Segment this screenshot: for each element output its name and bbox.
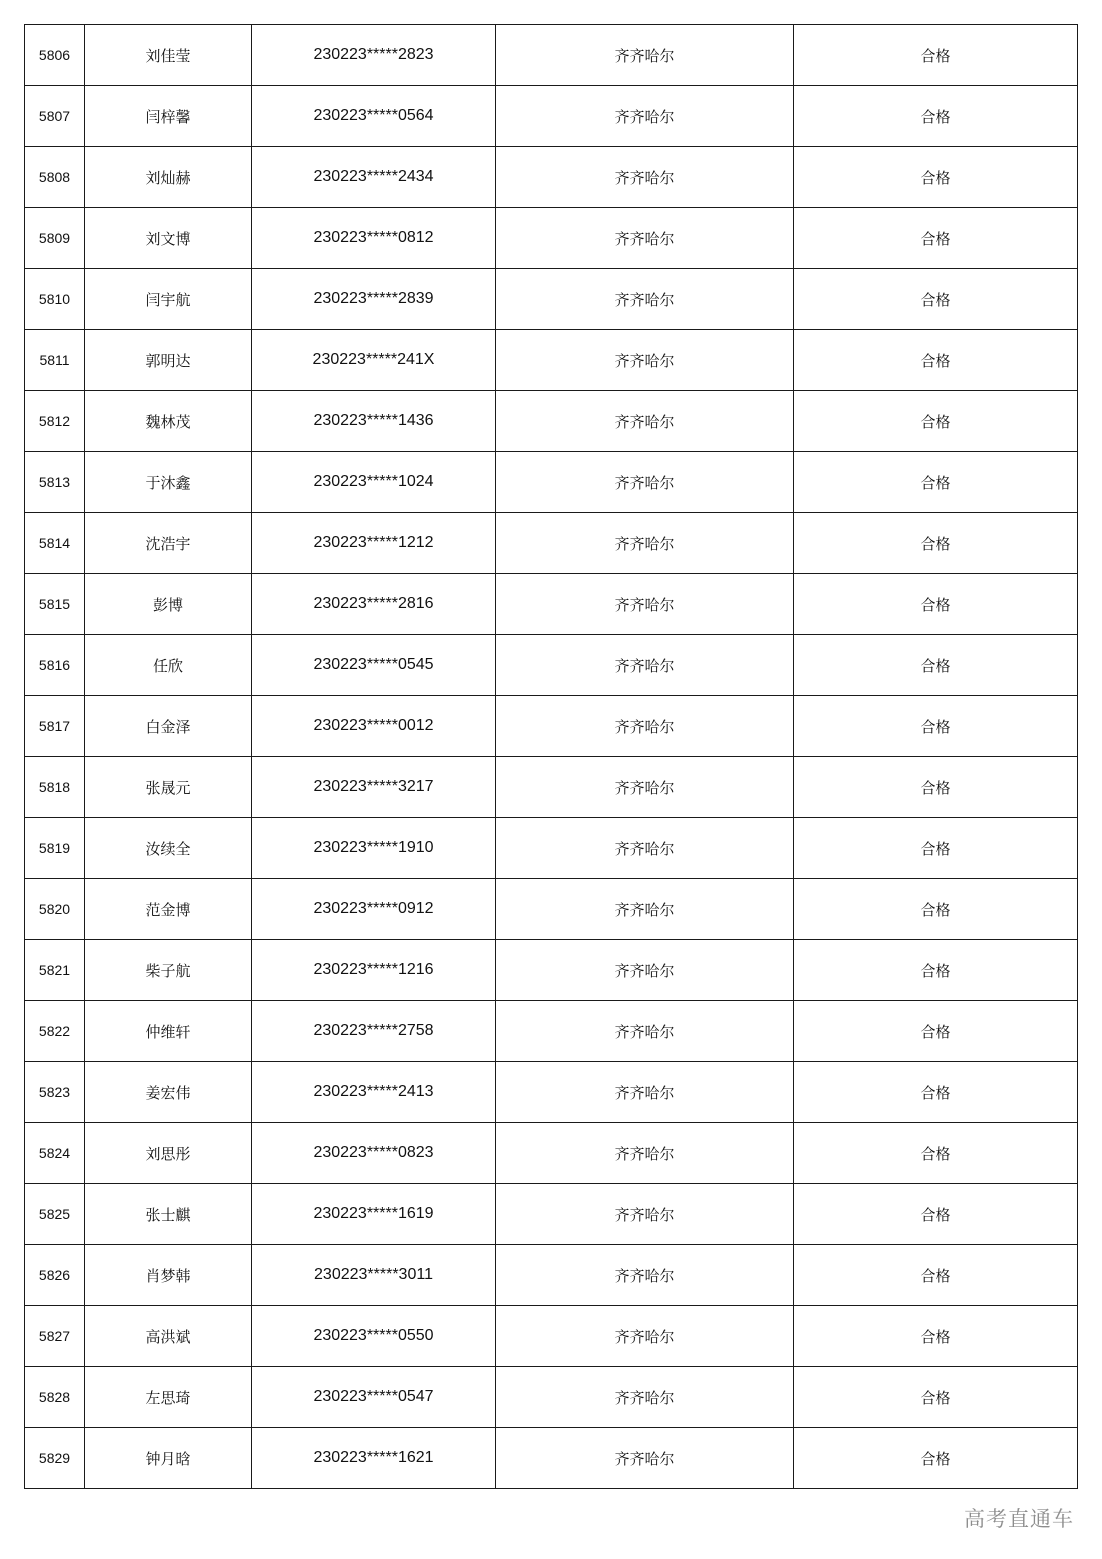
cell-city: 齐齐哈尔: [496, 147, 794, 208]
cell-name: 高洪斌: [85, 1306, 252, 1367]
cell-result: 合格: [794, 1367, 1078, 1428]
cell-name: 于沐鑫: [85, 452, 252, 513]
cell-city: 齐齐哈尔: [496, 391, 794, 452]
cell-id-number: 230223*****0812: [252, 208, 496, 269]
cell-city: 齐齐哈尔: [496, 269, 794, 330]
cell-name: 沈浩宇: [85, 513, 252, 574]
cell-name: 左思琦: [85, 1367, 252, 1428]
table-row: [25, 330, 1078, 391]
cell-serial-number: 5822: [25, 1001, 85, 1062]
table-row: [25, 635, 1078, 696]
cell-id-number: 230223*****241X: [252, 330, 496, 391]
cell-name: 肖梦韩: [85, 1245, 252, 1306]
cell-serial-number: 5810: [25, 269, 85, 330]
cell-name: 姜宏伟: [85, 1062, 252, 1123]
cell-serial-number: 5826: [25, 1245, 85, 1306]
table-row: [25, 391, 1078, 452]
cell-id-number: 230223*****0545: [252, 635, 496, 696]
cell-result: 合格: [794, 25, 1078, 86]
table-row: [25, 1245, 1078, 1306]
cell-result: 合格: [794, 1306, 1078, 1367]
cell-city: 齐齐哈尔: [496, 330, 794, 391]
table-row: [25, 1367, 1078, 1428]
cell-name: 郭明达: [85, 330, 252, 391]
cell-id-number: 230223*****0912: [252, 879, 496, 940]
cell-serial-number: 5823: [25, 1062, 85, 1123]
cell-result: 合格: [794, 696, 1078, 757]
cell-result: 合格: [794, 1062, 1078, 1123]
cell-name: 刘佳莹: [85, 25, 252, 86]
cell-result: 合格: [794, 1428, 1078, 1489]
cell-id-number: 230223*****2758: [252, 1001, 496, 1062]
cell-city: 齐齐哈尔: [496, 1062, 794, 1123]
cell-city: 齐齐哈尔: [496, 1184, 794, 1245]
table-row: [25, 940, 1078, 1001]
cell-result: 合格: [794, 1184, 1078, 1245]
cell-id-number: 230223*****3217: [252, 757, 496, 818]
cell-id-number: 230223*****0823: [252, 1123, 496, 1184]
cell-id-number: 230223*****0012: [252, 696, 496, 757]
cell-result: 合格: [794, 330, 1078, 391]
cell-result: 合格: [794, 1245, 1078, 1306]
cell-id-number: 230223*****0550: [252, 1306, 496, 1367]
cell-id-number: 230223*****1212: [252, 513, 496, 574]
cell-name: 汝续全: [85, 818, 252, 879]
cell-result: 合格: [794, 1123, 1078, 1184]
cell-id-number: 230223*****1024: [252, 452, 496, 513]
table-row: [25, 1001, 1078, 1062]
cell-id-number: 230223*****2823: [252, 25, 496, 86]
cell-city: 齐齐哈尔: [496, 513, 794, 574]
cell-serial-number: 5806: [25, 25, 85, 86]
cell-name: 钟月晗: [85, 1428, 252, 1489]
cell-name: 刘灿赫: [85, 147, 252, 208]
cell-name: 闫梓馨: [85, 86, 252, 147]
cell-result: 合格: [794, 879, 1078, 940]
cell-name: 柴子航: [85, 940, 252, 1001]
cell-serial-number: 5820: [25, 879, 85, 940]
cell-id-number: 230223*****1216: [252, 940, 496, 1001]
cell-city: 齐齐哈尔: [496, 818, 794, 879]
cell-city: 齐齐哈尔: [496, 879, 794, 940]
cell-result: 合格: [794, 940, 1078, 1001]
watermark-text: 高考直通车: [964, 1507, 1074, 1531]
cell-id-number: 230223*****3011: [252, 1245, 496, 1306]
cell-city: 齐齐哈尔: [496, 1123, 794, 1184]
cell-result: 合格: [794, 818, 1078, 879]
cell-city: 齐齐哈尔: [496, 452, 794, 513]
cell-id-number: 230223*****2839: [252, 269, 496, 330]
cell-serial-number: 5809: [25, 208, 85, 269]
cell-city: 齐齐哈尔: [496, 86, 794, 147]
cell-city: 齐齐哈尔: [496, 1245, 794, 1306]
cell-city: 齐齐哈尔: [496, 940, 794, 1001]
document-page: [24, 24, 1077, 1489]
cell-result: 合格: [794, 452, 1078, 513]
table-row: [25, 757, 1078, 818]
table-row: [25, 1062, 1078, 1123]
cell-result: 合格: [794, 391, 1078, 452]
cell-name: 闫宇航: [85, 269, 252, 330]
table-row: [25, 818, 1078, 879]
cell-name: 白金泽: [85, 696, 252, 757]
cell-serial-number: 5824: [25, 1123, 85, 1184]
table-row: [25, 452, 1078, 513]
roster-body: [25, 25, 1078, 1489]
cell-name: 张晟元: [85, 757, 252, 818]
cell-city: 齐齐哈尔: [496, 25, 794, 86]
cell-id-number: 230223*****2816: [252, 574, 496, 635]
cell-serial-number: 5808: [25, 147, 85, 208]
table-row: [25, 1428, 1078, 1489]
cell-id-number: 230223*****1910: [252, 818, 496, 879]
cell-id-number: 230223*****2413: [252, 1062, 496, 1123]
cell-serial-number: 5816: [25, 635, 85, 696]
cell-city: 齐齐哈尔: [496, 696, 794, 757]
cell-serial-number: 5811: [25, 330, 85, 391]
cell-name: 任欣: [85, 635, 252, 696]
table-row: [25, 696, 1078, 757]
table-row: [25, 208, 1078, 269]
cell-name: 刘思彤: [85, 1123, 252, 1184]
cell-result: 合格: [794, 208, 1078, 269]
table-row: [25, 86, 1078, 147]
cell-city: 齐齐哈尔: [496, 1428, 794, 1489]
table-row: [25, 147, 1078, 208]
cell-city: 齐齐哈尔: [496, 1001, 794, 1062]
cell-name: 仲维轩: [85, 1001, 252, 1062]
cell-name: 彭博: [85, 574, 252, 635]
cell-city: 齐齐哈尔: [496, 635, 794, 696]
cell-serial-number: 5814: [25, 513, 85, 574]
cell-result: 合格: [794, 269, 1078, 330]
cell-city: 齐齐哈尔: [496, 208, 794, 269]
table-row: [25, 1123, 1078, 1184]
cell-result: 合格: [794, 635, 1078, 696]
table-row: [25, 25, 1078, 86]
cell-result: 合格: [794, 757, 1078, 818]
cell-city: 齐齐哈尔: [496, 1367, 794, 1428]
cell-serial-number: 5818: [25, 757, 85, 818]
cell-serial-number: 5813: [25, 452, 85, 513]
cell-serial-number: 5815: [25, 574, 85, 635]
cell-result: 合格: [794, 1001, 1078, 1062]
cell-name: 魏林茂: [85, 391, 252, 452]
cell-city: 齐齐哈尔: [496, 1306, 794, 1367]
cell-serial-number: 5812: [25, 391, 85, 452]
cell-serial-number: 5827: [25, 1306, 85, 1367]
cell-serial-number: 5819: [25, 818, 85, 879]
cell-result: 合格: [794, 86, 1078, 147]
cell-id-number: 230223*****1436: [252, 391, 496, 452]
cell-city: 齐齐哈尔: [496, 574, 794, 635]
cell-serial-number: 5807: [25, 86, 85, 147]
table-row: [25, 269, 1078, 330]
cell-id-number: 230223*****1621: [252, 1428, 496, 1489]
cell-serial-number: 5825: [25, 1184, 85, 1245]
cell-id-number: 230223*****2434: [252, 147, 496, 208]
table-row: [25, 513, 1078, 574]
table-row: [25, 1184, 1078, 1245]
roster-table: [24, 24, 1078, 1489]
table-row: [25, 879, 1078, 940]
cell-serial-number: 5821: [25, 940, 85, 1001]
cell-result: 合格: [794, 513, 1078, 574]
cell-name: 刘文博: [85, 208, 252, 269]
cell-id-number: 230223*****1619: [252, 1184, 496, 1245]
table-row: [25, 1306, 1078, 1367]
table-row: [25, 574, 1078, 635]
cell-serial-number: 5828: [25, 1367, 85, 1428]
cell-city: 齐齐哈尔: [496, 757, 794, 818]
cell-name: 张士麒: [85, 1184, 252, 1245]
cell-name: 范金博: [85, 879, 252, 940]
cell-serial-number: 5817: [25, 696, 85, 757]
cell-id-number: 230223*****0564: [252, 86, 496, 147]
cell-serial-number: 5829: [25, 1428, 85, 1489]
cell-result: 合格: [794, 574, 1078, 635]
cell-result: 合格: [794, 147, 1078, 208]
cell-id-number: 230223*****0547: [252, 1367, 496, 1428]
